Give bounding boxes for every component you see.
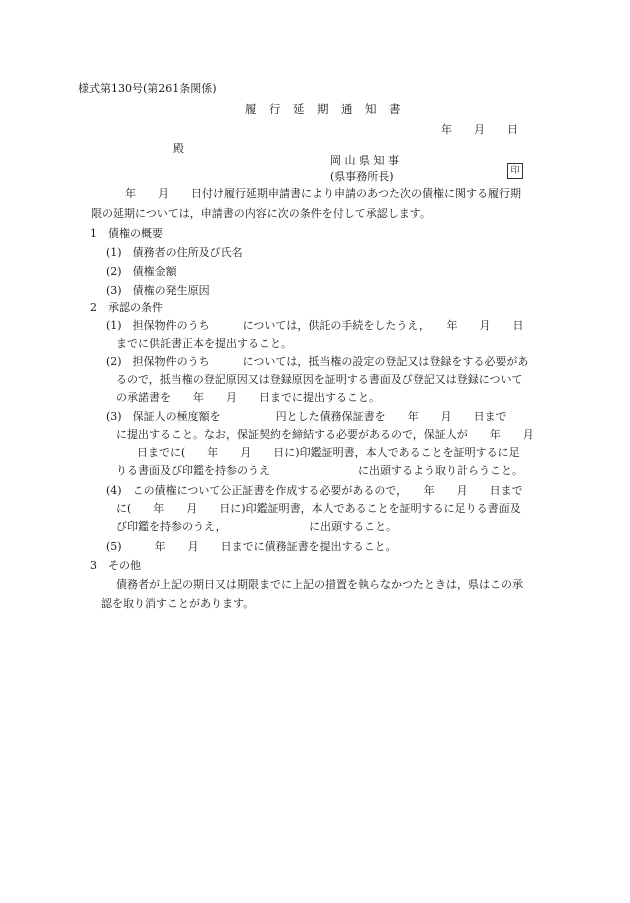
addressee-suffix: 殿 [173,142,184,155]
condition-3-line-3: 日までに( 年 月 日に)印鑑証明書，本人であることを証明するに足 [137,446,520,459]
condition-4-line-2: に( 年 月 日に)印鑑証明書，本人であることを証明するに足りる書面及 [116,502,521,515]
condition-1-line-1: (1) 担保物件のうち については，供託の手続をしたうえ， 年 月 日 [106,319,524,332]
section-1-item-2: (2) 債権金額 [106,265,177,278]
condition-2-line-3: の承諾書を 年 月 日までに提出すること。 [116,391,380,404]
section-1-item-1: (1) 債務者の住所及び氏名 [106,246,243,259]
section-1-heading: 1 債権の概要 [90,227,163,240]
section-1-item-3: (3) 債権の発生原因 [106,284,210,297]
condition-3-line-2: に提出すること。なお，保証契約を締結する必要があるので，保証人が 年 月 [116,428,534,441]
condition-2-line-1: (2) 担保物件のうち については，抵当権の設定の登記又は登録をする必要があ [106,355,529,368]
form-number: 様式第130号(第261条関係) [78,82,217,95]
section-3-line-1: 債務者が上記の期日又は期限までに上記の措置を執らなかつたときは，県はこの承 [116,578,523,591]
section-2-heading: 2 承認の条件 [90,301,163,314]
issue-date: 年 月 日 [441,123,518,136]
condition-1-line-2: までに供託書正本を提出すること。 [116,337,292,350]
condition-3-line-1: (3) 保証人の極度額を 円とした債務保証書を 年 月 日まで [106,410,507,423]
condition-4-line-1: (4) この債権について公正証書を作成する必要があるので， 年 月 日まで [106,484,523,497]
condition-3-line-4: りる書面及び印鑑を持参のうえ に出頭するよう取り計らうこと。 [116,464,523,477]
section-3-line-2: 認を取り消すことがあります。 [101,597,255,610]
condition-4-line-3: び印鑑を持参のうえ， に出頭すること。 [116,520,398,533]
issuer-name: 岡 山 県 知 事 [330,154,399,167]
condition-5: (5) 年 月 日までに債務証書を提出すること。 [106,540,397,553]
intro-line-2: 限の延期については，申請書の内容に次の条件を付して承認します。 [91,207,431,220]
section-3-heading: 3 その他 [90,559,141,572]
condition-2-line-2: るので，抵当権の登記原因又は登録原因を証明する書面及び登記又は登録について [116,373,523,386]
seal-mark: 印 [507,163,523,179]
issuer-office: (県事務所長) [330,170,394,183]
document-title: 履 行 延 期 通 知 書 [245,102,401,116]
intro-line-1: 年 月 日付け履行延期申請書により申請のあつた次の債権に関する履行期 [125,187,521,200]
